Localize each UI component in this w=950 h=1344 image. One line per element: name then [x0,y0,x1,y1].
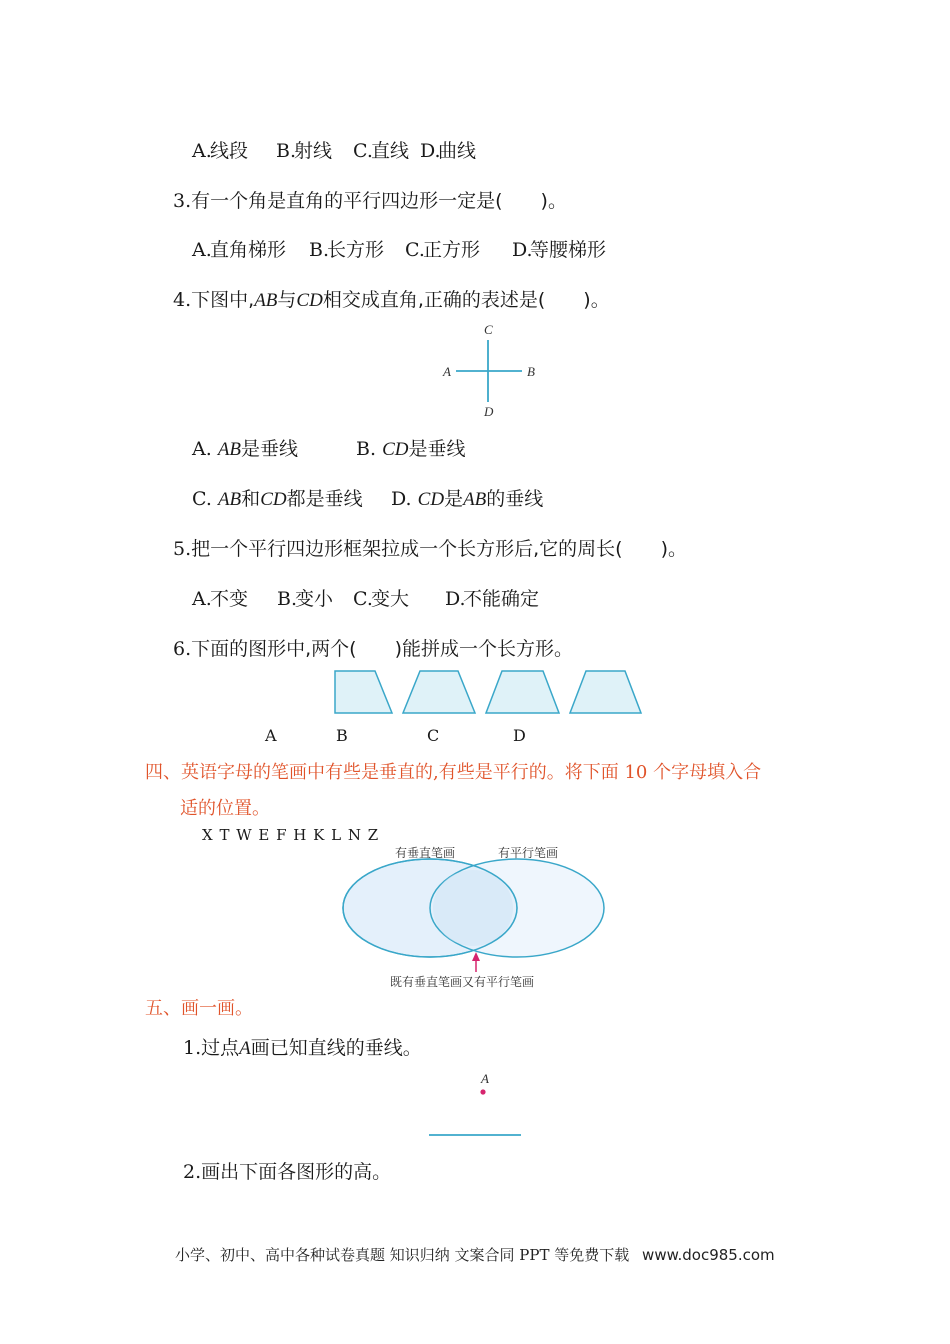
q2-option-b-text: 射线 [294,140,333,162]
q4-option-d-cd: CD [417,489,445,510]
q2-option-a-text: 线段 [210,140,249,162]
q6-shape-a [335,671,392,713]
point-a [480,1089,485,1094]
q6-shape-d [570,671,641,713]
q4-option-c-and: 和 [241,488,261,510]
venn-arrow-head [472,952,480,961]
q2-option-d-text: 曲线 [438,140,477,162]
q4-text-post: 相交成直角,正确的表述是( )。 [322,289,610,311]
q4-label-c: C [484,322,493,337]
section5-title: 五、画一画。 [145,998,253,1019]
q4-option-c-cd: CD [260,489,287,510]
q6-label-a: A [265,726,277,745]
q4-label-d: D [484,404,494,419]
q3-option-c-text: 正方形 [423,239,481,261]
q4-option-d [391,487,543,512]
q3-stem [173,189,567,213]
q6-label-b: B [336,726,348,745]
q6-label-c: C [427,726,440,745]
q4-option-a-letter: A. [192,438,212,460]
q4-perpendicular-figure [430,318,560,422]
q2-option-c-letter: C. [353,140,373,162]
q4-label-b: B [527,364,535,379]
q2-option-d-letter: D. [420,140,441,162]
q4-option-c-text: 都是垂线 [286,488,363,510]
q4-option-b-cd: CD [382,439,409,460]
q6-trapezoid-figures [330,668,650,718]
venn-left-label: 有垂直笔画 [395,846,456,860]
q4-cd: CD [296,290,323,311]
section5-q1-post: 画已知直线的垂线。 [250,1037,422,1059]
q5-stem [173,537,687,561]
q5-text: 把一个平行四边形框架拉成一个长方形后,它的周长( )。 [191,538,688,560]
section4-letters: X T W E F H K L N Z [202,826,380,844]
section5-q2-text: 画出下面各图形的高。 [201,1161,392,1183]
q4-option-b-letter: B. [356,438,377,460]
q4-number: 4. [173,289,192,311]
section5-q1-pre: 过点 [201,1037,240,1059]
section5-q1-figure [425,1068,525,1140]
q3-option-a-text: 直角梯形 [210,239,287,261]
q4-option-c-letter: C. [192,488,212,510]
q5-option-d-text: 不能确定 [463,588,540,610]
q5-option-d-letter: D. [445,588,466,610]
section5-q1-point: A [239,1038,251,1059]
q3-option-a-letter: A. [192,239,212,261]
q3-option-d-letter: D. [512,239,533,261]
q6-text: 下面的图形中,两个( )能拼成一个长方形。 [191,638,574,660]
q4-option-a-ab: AB [217,439,242,460]
section4-venn-diagram [340,840,610,992]
q5-option-c-text: 变大 [371,588,410,610]
section5-q2 [183,1160,391,1184]
q4-option-a-text: 是垂线 [241,438,299,460]
q4-option-c [192,487,363,512]
q5-option-a-text: 不变 [210,588,249,610]
q4-option-d-letter: D. [391,488,412,510]
section5-q1-number: 1. [183,1037,202,1059]
q4-option-d-text: 的垂线 [486,488,544,510]
q5-option-c-letter: C. [353,588,373,610]
q6-stem [173,637,573,661]
venn-bottom-label: 既有垂直笔画又有平行笔画 [390,975,535,989]
q4-text-mid: 与 [277,289,297,311]
q4-label-a: A [443,364,451,379]
section4-title-cont: 适的位置。 [180,798,270,819]
q3-text: 有一个角是直角的平行四边形一定是( )。 [191,190,567,212]
q3-number: 3. [173,190,192,212]
q3-option-c-letter: C. [405,239,425,261]
q2-option-a-letter: A. [192,140,212,162]
q3-option-b-letter: B. [309,239,330,261]
q4-option-d-is: 是 [444,488,464,510]
venn-overlap [433,870,513,946]
section5-q2-number: 2. [183,1161,202,1183]
point-a-label: A [481,1071,489,1086]
venn-right-label: 有平行笔画 [498,846,559,860]
footer [175,1244,775,1265]
q3-option-b-text: 长方形 [327,239,385,261]
q4-option-b-text: 是垂线 [408,438,466,460]
q6-shape-c [486,671,559,713]
footer-url[interactable]: www.doc985.com [642,1246,775,1264]
q5-number: 5. [173,538,192,560]
q6-number: 6. [173,638,192,660]
q6-label-d: D [513,726,526,745]
q4-ab: AB [254,290,278,311]
footer-text: 小学、初中、高中各种试卷真题 知识归纳 文案合同 PPT 等免费下载 [175,1246,630,1264]
q5-option-a-letter: A. [192,588,212,610]
q4-option-b [356,437,465,462]
q5-option-b-text: 变小 [295,588,334,610]
section5-q1 [183,1036,422,1061]
q4-stem [173,288,610,313]
q4-text-pre: 下图中, [191,289,255,311]
q6-shape-b [403,671,475,713]
q2-option-c-text: 直线 [371,140,410,162]
q4-option-d-ab: AB [463,489,487,510]
q3-option-d-text: 等腰梯形 [530,239,607,261]
q2-option-b-letter: B. [276,140,297,162]
q4-option-c-ab: AB [217,489,242,510]
section4-title: 四、英语字母的笔画中有些是垂直的,有些是平行的。将下面 10 个字母填入合 [145,762,762,783]
q5-option-b-letter: B. [277,588,298,610]
q4-option-a [192,437,298,462]
